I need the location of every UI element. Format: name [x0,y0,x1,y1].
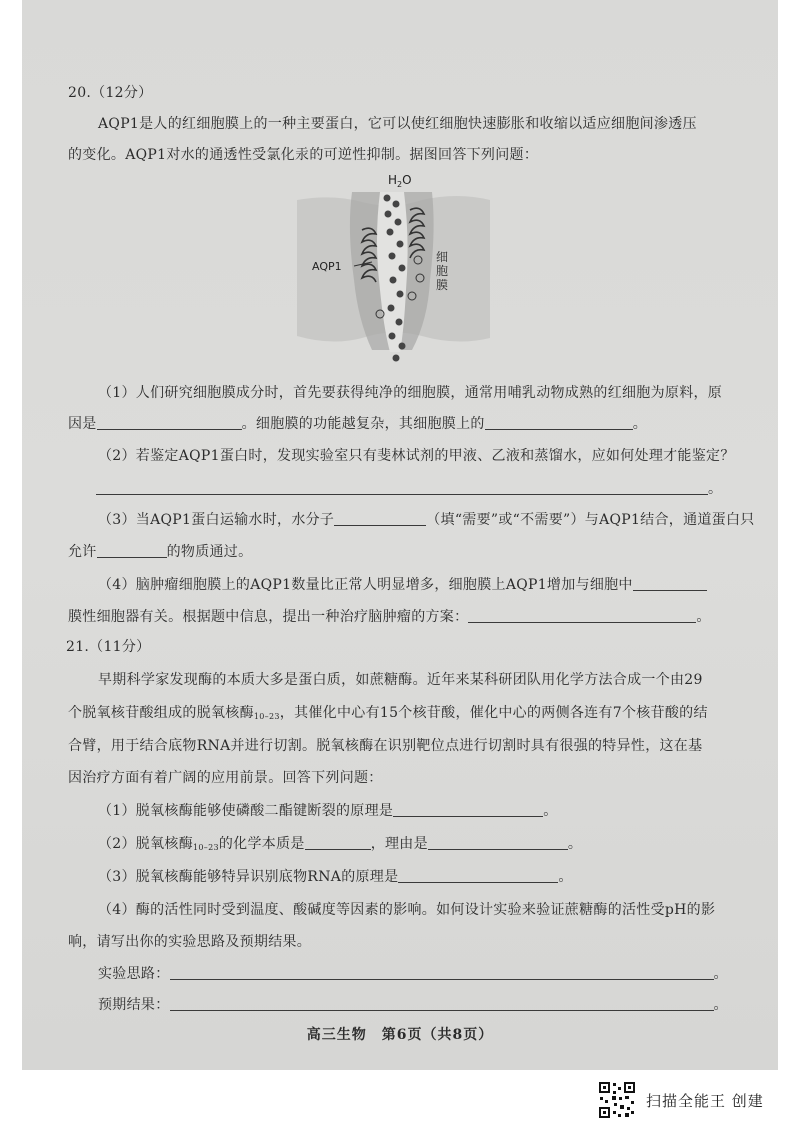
scanner-label: 扫描全能王 创建 [646,1091,764,1110]
q20-p4-line1: （4）脑肿瘤细胞膜上的AQP1数量比正常人明显增多，细胞膜上AQP1增加与细胞中 [98,574,707,594]
q21-header: 21.（11分） [66,639,151,655]
scanner-watermark [598,1080,764,1120]
answer-blank[interactable] [428,835,568,850]
membrane-label: 细胞膜 [436,250,449,292]
answer-blank[interactable] [305,835,371,850]
q21-p2: （2）脱氧核酶$_{10-23}$的化学本质是 ，理由是 。 [98,836,583,852]
q20-intro-line1: AQP1是人的红细胞膜上的一种主要蛋白，它可以使红细胞快速膨胀和收缩以适应细胞间渗透压 [98,116,697,132]
q21-idea-line: 实验思路： 。 [98,966,728,982]
answer-blank[interactable] [485,415,633,430]
q20-p1-line1: （1）人们研究细胞膜成分时，首先要获得纯净的细胞膜，通常用哺乳动物成熟的红细胞为原料，原 [98,385,723,401]
q20-p2-answer-line: 。 [96,478,722,498]
q20-p3-line2: 允许 的物质通过。 [68,544,253,560]
q20-p4-line2: 膜性细胞器有关。根据题中信息，提出一种治疗脑肿瘤的方案： 。 [68,609,711,625]
q21-p4-line2: 响，请写出你的实验思路及预期结果。 [68,934,312,950]
answer-blank[interactable] [97,415,242,430]
aqp1-label: AQP1 [312,260,342,273]
q21-p1: （1）脱氧核酶能够使磷酸二酯键断裂的原理是 。 [98,803,558,819]
q20-header: 20.（12分） [68,85,153,101]
aqp1-membrane-figure [292,170,492,365]
q21-p4-line1: （4）酶的活性同时受到温度、酸碱度等因素的影响。如何设计实验来验证蔗糖酶的活性受pH的影 [98,902,716,918]
answer-blank[interactable] [97,543,167,558]
q21-p3: （3）脱氧核酶能够特异识别底物RNA的原理是 。 [98,869,573,885]
q21-intro-line2: 个脱氧核苷酸组成的脱氧核酶$_{10-23}$，其催化中心有15个核苷酸，催化中心的两侧各连有7个核苷酸的结 [68,705,708,721]
q20-p2-line1: （2）若鉴定AQP1蛋白时，发现实验室只有斐林试剂的甲液、乙液和蒸馏水，应如何处理才能鉴定？ [98,448,735,464]
answer-blank[interactable] [393,802,543,817]
answer-blank[interactable] [633,576,707,591]
q21-intro-line3: 合臂，用于结合底物RNA并进行切割。脱氧核酶在识别靶位点进行切割时具有很强的特异性，这在基 [68,738,703,754]
answer-blank[interactable] [398,868,558,883]
q21-intro-line1: 早期科学家发现酶的本质大多是蛋白质，如蔗糖酶。近年来某科研团队用化学方法合成一个由29 [98,672,703,688]
q20-p3-line1: （3）当AQP1蛋白运输水时，水分子 （填“需要”或“不需要”）与AQP1结合，通道蛋白只 [98,512,755,528]
water-label: $H_2O$ [388,173,412,189]
q21-intro-line4: 因治疗方面有着广阔的应用前景。回答下列问题： [68,770,383,786]
q20-p1-line2: 因是 。细胞膜的功能越复杂，其细胞膜上的 。 [68,416,648,432]
qr-code-icon [598,1081,636,1119]
q21-result-line: 预期结果： 。 [98,997,728,1013]
page-footer: 高三生物 第6页（共8页） [306,1027,494,1043]
answer-blank[interactable] [468,608,696,623]
answer-blank[interactable] [96,480,708,495]
q20-intro-line2: 的变化。AQP1对水的通透性受氯化汞的可逆性抑制。据图回答下列问题： [68,147,539,163]
answer-blank[interactable] [170,965,714,980]
exam-page [22,0,778,1070]
answer-blank[interactable] [334,511,426,526]
answer-blank[interactable] [170,996,714,1011]
